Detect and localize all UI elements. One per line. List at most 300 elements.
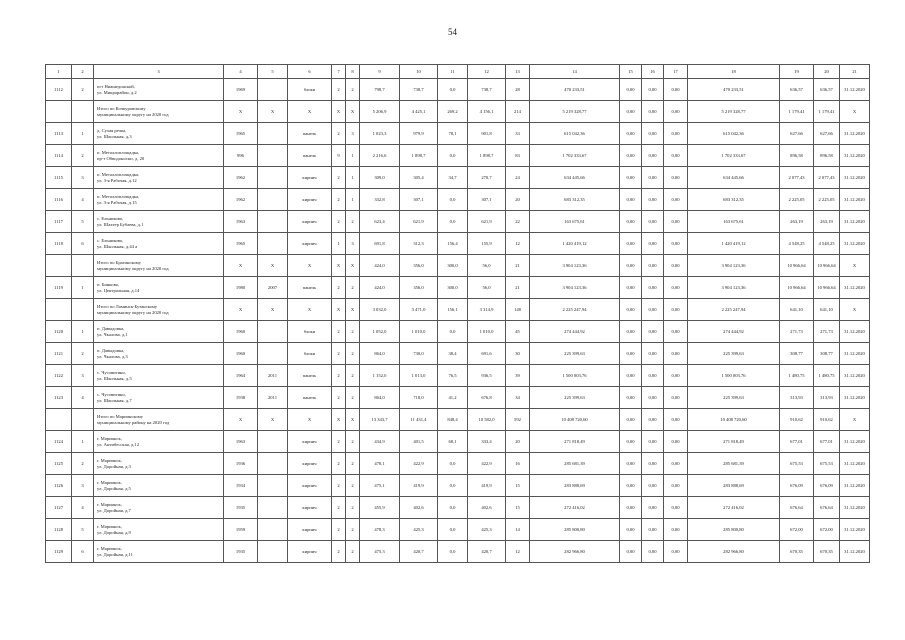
address-line: ул. Школьная, д.3 — [97, 133, 132, 139]
table-row — [46, 189, 870, 211]
sub-number-cell: 1 — [72, 277, 94, 299]
address-line: ул. Доройная, д.3 — [97, 463, 131, 469]
unit-cost-limit-cell: 308,77 — [814, 343, 840, 365]
total-area-cell: 691,8 — [360, 233, 400, 255]
table-row — [46, 321, 870, 343]
address-line: ул. Доройная, д.9 — [97, 529, 131, 535]
residents-cell: 22 — [506, 211, 530, 233]
address-line: г. Мариинск, — [97, 524, 122, 530]
reconstruction-year-cell — [258, 211, 288, 233]
address-line: ул. Чкалова, д.3 — [97, 353, 128, 359]
address-line: ул. Микрорайон, д.2 — [97, 89, 137, 95]
unit-cost-cell: 10 966,64 — [780, 255, 814, 277]
sub-number-cell: 1 — [72, 431, 94, 453]
wall-material-cell: кирпич — [288, 431, 332, 453]
total-area-cell: 1 152,0 — [360, 365, 400, 387]
residents-cell: 34 — [506, 387, 530, 409]
wall-material-cell: кирпич — [288, 475, 332, 497]
record-number-cell: 1123 — [46, 387, 72, 409]
address-line: ул. Антибесская, д.12 — [97, 441, 140, 447]
cost-col16-cell: 0,00 — [642, 145, 664, 167]
total-area-cell: 475,1 — [360, 475, 400, 497]
total-area-cell: 424,0 — [360, 277, 400, 299]
record-number-cell: 1112 — [46, 79, 72, 101]
area-col11-cell: 300,0 — [438, 277, 468, 299]
living-area-cell: 1 898,7 — [400, 145, 438, 167]
unit-cost-cell: 641,10 — [780, 299, 814, 321]
record-number-cell: 1126 — [46, 475, 72, 497]
sub-number-cell: 4 — [72, 189, 94, 211]
area-col12-cell: 936,5 — [468, 365, 506, 387]
column-header: 17 — [664, 65, 688, 79]
total-cost-cell: 285 800,80 — [530, 519, 620, 541]
address-cell — [94, 365, 224, 387]
completion-date-cell: 31.12.2020 — [840, 475, 870, 497]
address-line: ул. Шахтер Бубаева, д.1 — [97, 221, 144, 227]
area-col11-cell: 0,0 — [438, 79, 468, 101]
wall-material-cell: X — [288, 255, 332, 277]
cost-col15-cell: 0,00 — [620, 519, 642, 541]
total-area-cell: 798,7 — [360, 79, 400, 101]
unit-cost-cell: 676,64 — [780, 497, 814, 519]
cost-col16-cell: 0,00 — [642, 101, 664, 123]
build-year-cell: 1965 — [224, 233, 258, 255]
cost-col18-cell: 271 818,49 — [688, 431, 780, 453]
reconstruction-year-cell: X — [258, 299, 288, 321]
address-line: п. Давыдовка, — [97, 326, 125, 332]
wall-material-cell: X — [288, 101, 332, 123]
build-year-cell: 1935 — [224, 497, 258, 519]
build-year-cell: 1963 — [224, 211, 258, 233]
completion-date-cell: 31.12.2020 — [840, 145, 870, 167]
sub-number-cell: 5 — [72, 519, 94, 541]
build-year-cell: 1962 — [224, 189, 258, 211]
total-cost-cell: 470 233,51 — [530, 79, 620, 101]
column-header: 13 — [506, 65, 530, 79]
residents-cell: 83 — [506, 145, 530, 167]
address-line: муниципальному округу на 2020 год — [97, 265, 169, 271]
cost-col15-cell: 0,00 — [620, 145, 642, 167]
column-header: 10 — [400, 65, 438, 79]
entrances-cell: 2 — [346, 541, 360, 563]
area-col12-cell: 333,4 — [468, 431, 506, 453]
address-cell — [94, 321, 224, 343]
entrances-cell: 2 — [346, 211, 360, 233]
area-col11-cell: 0,0 — [438, 453, 468, 475]
address-cell — [94, 431, 224, 453]
area-col11-cell: 0,0 — [438, 497, 468, 519]
cost-col17-cell: 0,00 — [664, 541, 688, 563]
table-row — [46, 79, 870, 101]
area-col11-cell: 76,5 — [438, 365, 468, 387]
total-area-cell: 623,4 — [360, 211, 400, 233]
address-cell — [94, 387, 224, 409]
cost-col18-cell: 282 966,80 — [688, 541, 780, 563]
cost-col16-cell: 0,00 — [642, 233, 664, 255]
area-col12-cell: 1 010,0 — [468, 321, 506, 343]
build-year-cell: 1965 — [224, 123, 258, 145]
entrances-cell: 2 — [346, 277, 360, 299]
cost-col18-cell: 615 042,36 — [688, 123, 780, 145]
total-area-cell: 1 052,0 — [360, 321, 400, 343]
area-col11-cell: 38,4 — [438, 343, 468, 365]
wall-material-cell: кирпич — [288, 519, 332, 541]
sub-number-cell: 2 — [72, 453, 94, 475]
address-line: ул. 3-я Рабочая, д.15 — [97, 199, 137, 205]
residents-cell: 14 — [506, 519, 530, 541]
total-cost-cell: 285 681,39 — [530, 453, 620, 475]
reconstruction-year-cell: X — [258, 255, 288, 277]
cost-col15-cell: 0,00 — [620, 497, 642, 519]
residents-cell: 33 — [506, 123, 530, 145]
reconstruction-year-cell — [258, 519, 288, 541]
cost-col18-cell: 285 681,39 — [688, 453, 780, 475]
address-line: п. Металлоплощадка, — [97, 150, 140, 156]
area-col12-cell: 621,9 — [468, 211, 506, 233]
sub-number-cell: 4 — [72, 497, 94, 519]
address-line: ул. Чкалова, д.1 — [97, 331, 128, 337]
table-row — [46, 211, 870, 233]
residents-cell: 12 — [506, 541, 530, 563]
address-line: с. Чусовитино, — [97, 392, 126, 398]
floors-cell: X — [332, 101, 346, 123]
address-line: муниципальному округу на 2020 год — [97, 111, 169, 117]
address-line: п. Бинково, — [97, 282, 120, 288]
record-number-cell: 1117 — [46, 211, 72, 233]
completion-date-cell: 31.12.2020 — [840, 431, 870, 453]
residents-cell: 20 — [506, 431, 530, 453]
living-area-cell: 425,3 — [400, 519, 438, 541]
address-line: д. Сухая речка, — [97, 128, 127, 134]
living-area-cell: 738,7 — [400, 79, 438, 101]
wall-material-cell: кирпич — [288, 211, 332, 233]
total-area-cell: 309,0 — [360, 167, 400, 189]
total-area-cell: 1 023,3 — [360, 123, 400, 145]
living-area-cell: 718,0 — [400, 387, 438, 409]
completion-date-cell: X — [840, 299, 870, 321]
build-year-cell: X — [224, 409, 258, 431]
build-year-cell: 1936 — [224, 453, 258, 475]
build-year-cell: 1980 — [224, 277, 258, 299]
address-cell — [94, 167, 224, 189]
reconstruction-year-cell — [258, 343, 288, 365]
completion-date-cell: 31.12.2020 — [840, 321, 870, 343]
cost-col18-cell: 1 420 419,12 — [688, 233, 780, 255]
address-cell — [94, 101, 224, 123]
record-number-cell: 1120 — [46, 321, 72, 343]
total-area-cell: 478,1 — [360, 453, 400, 475]
address-line: ул. Доройная, д.5 — [97, 485, 131, 491]
build-year-cell: 1964 — [224, 365, 258, 387]
completion-date-cell: 31.12.2020 — [840, 189, 870, 211]
cost-col18-cell: 1 500 003,76 — [688, 365, 780, 387]
sub-number-cell: 1 — [72, 321, 94, 343]
cost-col17-cell: 0,00 — [664, 101, 688, 123]
unit-cost-limit-cell: 10 966,64 — [814, 277, 840, 299]
cost-col17-cell: 0,00 — [664, 519, 688, 541]
cost-col16-cell: 0,00 — [642, 343, 664, 365]
cost-col15-cell: 0,00 — [620, 101, 642, 123]
cost-col16-cell: 0,00 — [642, 255, 664, 277]
total-area-cell: 475,3 — [360, 541, 400, 563]
address-line: муниципальному округу на 2020 год — [97, 309, 169, 315]
address-cell — [94, 497, 224, 519]
cost-col18-cell: 3 904 123,36 — [688, 277, 780, 299]
floors-cell: 2 — [332, 189, 346, 211]
completion-date-cell: 31.12.2020 — [840, 211, 870, 233]
entrances-cell: 2 — [346, 387, 360, 409]
subtotal-row — [46, 101, 870, 123]
build-year-cell: 1960 — [224, 343, 258, 365]
table-row — [46, 497, 870, 519]
unit-cost-limit-cell: 1 480,75 — [814, 365, 840, 387]
unit-cost-limit-cell: 1 179,41 — [814, 101, 840, 123]
reconstruction-year-cell — [258, 233, 288, 255]
floors-cell: 2 — [332, 365, 346, 387]
residents-cell: 16 — [506, 453, 530, 475]
area-col12-cell: 56,0 — [468, 277, 506, 299]
cost-col17-cell: 0,00 — [664, 321, 688, 343]
cost-col17-cell: 0,00 — [664, 189, 688, 211]
area-col11-cell: 848,4 — [438, 409, 468, 431]
entrances-cell: 2 — [346, 431, 360, 453]
total-area-cell: 5 206,9 — [360, 101, 400, 123]
unit-cost-cell: 670,35 — [780, 541, 814, 563]
column-header: 6 — [288, 65, 332, 79]
cost-col17-cell: 0,00 — [664, 167, 688, 189]
cost-col16-cell: 0,00 — [642, 123, 664, 145]
completion-date-cell: 31.12.2020 — [840, 497, 870, 519]
total-area-cell: 3 032,0 — [360, 299, 400, 321]
address-line: г. Мариинск, — [97, 436, 122, 442]
residents-cell: 214 — [506, 101, 530, 123]
unit-cost-limit-cell: 672,00 — [814, 519, 840, 541]
cost-col18-cell: 1 702 333,67 — [688, 145, 780, 167]
total-cost-cell: 283 888,69 — [530, 475, 620, 497]
address-line: пгт Нижнедонской, — [97, 84, 135, 90]
table-row — [46, 431, 870, 453]
unit-cost-limit-cell: 2 225,05 — [814, 189, 840, 211]
reconstruction-year-cell — [258, 79, 288, 101]
living-area-cell: 401,5 — [400, 431, 438, 453]
address-line: Итого по Кочкуровскому — [97, 106, 146, 112]
wall-material-cell: блоки — [288, 321, 332, 343]
completion-date-cell: X — [840, 101, 870, 123]
reconstruction-year-cell: X — [258, 101, 288, 123]
cost-col16-cell: 0,00 — [642, 365, 664, 387]
cost-col15-cell: 0,00 — [620, 167, 642, 189]
address-cell — [94, 189, 224, 211]
cost-col18-cell: 225 399,63 — [688, 343, 780, 365]
sub-number-cell — [72, 101, 94, 123]
entrances-cell: 2 — [346, 365, 360, 387]
total-cost-cell: 634 445,66 — [530, 167, 620, 189]
cost-col18-cell: 5 219 328,77 — [688, 101, 780, 123]
entrances-cell: 2 — [346, 453, 360, 475]
floors-cell: 2 — [332, 321, 346, 343]
address-line: с. Чусовитино, — [97, 370, 126, 376]
column-header: 4 — [224, 65, 258, 79]
table-row — [46, 475, 870, 497]
completion-date-cell: 31.12.2020 — [840, 167, 870, 189]
area-col12-cell: 691,6 — [468, 343, 506, 365]
address-cell — [94, 255, 224, 277]
housing-registry-table — [45, 64, 870, 563]
record-number-cell: 1114 — [46, 145, 72, 167]
total-area-cell: 864,0 — [360, 387, 400, 409]
floors-cell: 2 — [332, 497, 346, 519]
unit-cost-cell: 675,53 — [780, 453, 814, 475]
unit-cost-limit-cell: 2 077,43 — [814, 167, 840, 189]
unit-cost-cell: 677,01 — [780, 431, 814, 453]
floors-cell: 2 — [332, 123, 346, 145]
address-line: ул. Доройная, д.11 — [97, 551, 133, 557]
floors-cell: X — [332, 409, 346, 431]
residents-cell: 45 — [506, 321, 530, 343]
entrances-cell: 2 — [346, 79, 360, 101]
completion-date-cell: 31.12.2020 — [840, 519, 870, 541]
wall-material-cell: X — [288, 299, 332, 321]
address-line: пр-т Обводоносно, д. 20 — [97, 155, 145, 161]
cost-col18-cell: 274 444,92 — [688, 321, 780, 343]
cost-col16-cell: 0,00 — [642, 277, 664, 299]
cost-col16-cell: 0,00 — [642, 541, 664, 563]
cost-col17-cell: 0,00 — [664, 211, 688, 233]
column-header: 9 — [360, 65, 400, 79]
cost-col18-cell: 470 233,51 — [688, 79, 780, 101]
living-area-cell: 402,6 — [400, 497, 438, 519]
record-number-cell: 1121 — [46, 343, 72, 365]
total-area-cell: 478,3 — [360, 519, 400, 541]
reconstruction-year-cell — [258, 475, 288, 497]
total-cost-cell: 3 904 123,36 — [530, 255, 620, 277]
total-cost-cell: 271 818,49 — [530, 431, 620, 453]
unit-cost-limit-cell: 271,73 — [814, 321, 840, 343]
table-row — [46, 123, 870, 145]
unit-cost-limit-cell: 676,09 — [814, 475, 840, 497]
record-number-cell — [46, 255, 72, 277]
table-row — [46, 541, 870, 563]
total-cost-cell: 272 416,02 — [530, 497, 620, 519]
area-col11-cell: 0,0 — [438, 475, 468, 497]
cost-col18-cell: 163 675,61 — [688, 211, 780, 233]
record-number-cell: 1128 — [46, 519, 72, 541]
record-number-cell: 1113 — [46, 123, 72, 145]
entrances-cell: 3 — [346, 233, 360, 255]
cost-col18-cell: 3 904 123,36 — [688, 255, 780, 277]
entrances-cell: 2 — [346, 475, 360, 497]
unit-cost-limit-cell: 636,57 — [814, 79, 840, 101]
record-number-cell: 1129 — [46, 541, 72, 563]
sub-number-cell: 6 — [72, 541, 94, 563]
cost-col15-cell: 0,00 — [620, 541, 642, 563]
sub-number-cell: 5 — [72, 211, 94, 233]
total-cost-cell: 225 399,63 — [530, 387, 620, 409]
unit-cost-cell: 308,77 — [780, 343, 814, 365]
total-area-cell: 864,0 — [360, 343, 400, 365]
living-area-cell: 305,4 — [400, 167, 438, 189]
completion-date-cell: 31.12.2020 — [840, 453, 870, 475]
entrances-cell: X — [346, 409, 360, 431]
wall-material-cell: кирпич — [288, 233, 332, 255]
address-cell — [94, 233, 224, 255]
cost-col15-cell: 0,00 — [620, 475, 642, 497]
address-line: ул. Школьная, д.44 а — [97, 243, 138, 249]
wall-material-cell: блоки — [288, 79, 332, 101]
cost-col15-cell: 0,00 — [620, 233, 642, 255]
cost-col18-cell: 683 312,35 — [688, 189, 780, 211]
unit-cost-limit-cell: 675,53 — [814, 453, 840, 475]
record-number-cell: 1119 — [46, 277, 72, 299]
address-line: муниципальному району на 2020 год — [97, 419, 170, 425]
total-cost-cell: 225 399,63 — [530, 343, 620, 365]
unit-cost-limit-cell: 641,10 — [814, 299, 840, 321]
cost-col17-cell: 0,00 — [664, 299, 688, 321]
reconstruction-year-cell — [258, 453, 288, 475]
cost-col16-cell: 0,00 — [642, 453, 664, 475]
cost-col15-cell: 0,00 — [620, 255, 642, 277]
cost-col17-cell: 0,00 — [664, 475, 688, 497]
unit-cost-cell: 4 548,25 — [780, 233, 814, 255]
residents-cell: 12 — [506, 233, 530, 255]
living-area-cell: 312,3 — [400, 233, 438, 255]
total-area-cell: 13 343,7 — [360, 409, 400, 431]
table-row — [46, 167, 870, 189]
completion-date-cell: 31.12.2020 — [840, 541, 870, 563]
residents-cell: 15 — [506, 475, 530, 497]
column-header: 7 — [332, 65, 346, 79]
cost-col15-cell: 0,00 — [620, 299, 642, 321]
unit-cost-cell: 1 179,41 — [780, 101, 814, 123]
living-area-cell: 1 010,0 — [400, 321, 438, 343]
address-cell — [94, 519, 224, 541]
cost-col15-cell: 0,00 — [620, 365, 642, 387]
floors-cell: 2 — [332, 519, 346, 541]
cost-col16-cell: 0,00 — [642, 167, 664, 189]
build-year-cell: 1938 — [224, 387, 258, 409]
address-cell — [94, 541, 224, 563]
total-cost-cell: 10 408 720,60 — [530, 409, 620, 431]
cost-col15-cell: 0,00 — [620, 321, 642, 343]
reconstruction-year-cell — [258, 431, 288, 453]
total-area-cell: 332,8 — [360, 189, 400, 211]
area-col12-cell: 4 156,1 — [468, 101, 506, 123]
area-col11-cell: 0,0 — [438, 189, 468, 211]
area-col12-cell: 402,6 — [468, 497, 506, 519]
table-row — [46, 519, 870, 541]
area-col11-cell: 0,0 — [438, 321, 468, 343]
residents-cell: 15 — [506, 497, 530, 519]
completion-date-cell: 31.12.2020 — [840, 343, 870, 365]
floors-cell: 2 — [332, 475, 346, 497]
entrances-cell: X — [346, 299, 360, 321]
living-area-cell: 621,9 — [400, 211, 438, 233]
total-cost-cell: 282 966,80 — [530, 541, 620, 563]
table-row — [46, 365, 870, 387]
address-line: г. Мариинск, — [97, 458, 122, 464]
floors-cell: 2 — [332, 167, 346, 189]
living-area-cell: 356,0 — [400, 277, 438, 299]
reconstruction-year-cell — [258, 321, 288, 343]
living-area-cell: 11 431,4 — [400, 409, 438, 431]
address-cell — [94, 475, 224, 497]
build-year-cell: 1960 — [224, 321, 258, 343]
completion-date-cell: 31.12.2020 — [840, 79, 870, 101]
table-row — [46, 387, 870, 409]
area-col12-cell: 901,8 — [468, 123, 506, 145]
build-year-cell: 1963 — [224, 431, 258, 453]
cost-col15-cell: 0,00 — [620, 211, 642, 233]
